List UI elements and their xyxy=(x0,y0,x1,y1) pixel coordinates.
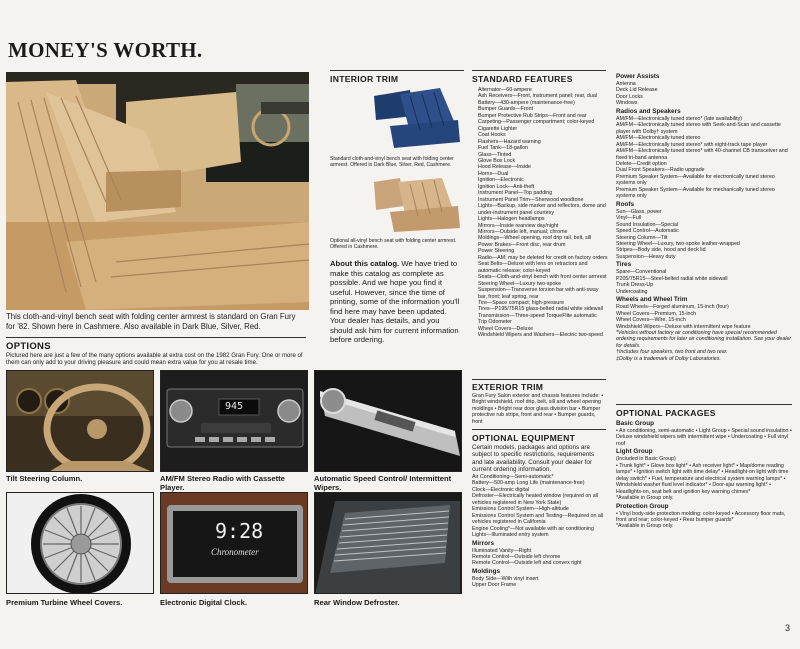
page-title: MONEY'S WORTH. xyxy=(8,38,203,62)
standard-feature-item: Mirrors—Inside rearview day/night xyxy=(478,222,559,229)
molding-item: Upper Door Frame xyxy=(472,582,517,589)
optional-packages-heading: OPTIONAL PACKAGES xyxy=(616,408,716,418)
radio-item: Dual Front Speakers—Radio upgrade xyxy=(616,167,705,174)
standard-feature-item: Glove Box Lock xyxy=(478,157,516,164)
optional-packages-list xyxy=(616,419,792,530)
footnote: *Vehicles without factory air conditioning have special recommended ordering requirements for later air conditioning installation. See your dealer for details. xyxy=(616,329,792,349)
power-assist-item: Antenna xyxy=(616,81,636,87)
vinyl-seat-caption: Optional all-vinyl bench seat with folding center armrest. Offered in Cashmere. xyxy=(330,238,457,251)
standard-feature-item: Ash Receivers—Front, instrument panel; rear, dual xyxy=(478,93,597,100)
mirror-item: Remote Control—Outside left and convex right xyxy=(472,560,582,567)
radio-item: Premium Speaker System—Available for electronically tuned stereo systems only xyxy=(616,173,775,187)
roof-item: Sun—Glass, power xyxy=(616,208,662,215)
tire-item: Trunk Dress-Up xyxy=(616,282,654,289)
light-group-item: (Included in Basic Group) xyxy=(616,456,676,463)
footnote: ‡Dolby is a trademark of Dolby Laboratories. xyxy=(616,355,721,362)
wheel-item: Windshield Wipers—Deluxe with intermittent wipe feature xyxy=(616,323,751,330)
rear-defroster-photo xyxy=(314,492,462,594)
exterior-trim-heading: EXTERIOR TRIM xyxy=(472,382,544,392)
options-intro: Pictured here are just a few of the many options available at extra cost on the 1982 Gran Fury. One or more of them can only add to your driving pleasure and could mean extra value for you at resale time. xyxy=(6,352,303,367)
optional-equipment-item: Defroster—Electrically heated window (required on all vehicles registered in New York State) xyxy=(472,493,599,506)
mirror-item: Remote Control—Outside left chrome xyxy=(472,553,561,560)
light-group-subheading: Light Group xyxy=(616,448,653,456)
optional-equipment-rule xyxy=(472,429,606,430)
exterior-trim-rule xyxy=(472,379,606,380)
standard-feature-item: Power Brakes—Front disc, rear drum xyxy=(478,241,566,248)
radio-display: 945 xyxy=(225,401,244,412)
power-assists-subheading: Power Assists xyxy=(616,73,660,80)
light-group-item: *Available in Group only. xyxy=(616,495,674,502)
standard-feature-item: Wheel Covers—Deluxe xyxy=(478,325,534,332)
interior-trim-heading: INTERIOR TRIM xyxy=(330,74,399,84)
tilt-steering-caption: Tilt Steering Column. xyxy=(6,474,83,483)
standard-feature-item: Bumper Guards—Front xyxy=(478,106,534,113)
standard-feature-item: Horns—Dual xyxy=(478,170,509,177)
standard-feature-item: Tires—P195/75R15 glass-belted radial white sidewall xyxy=(478,306,603,313)
standard-feature-item: Transmission—Three-speed TorqueFlite automatic xyxy=(478,312,597,319)
optional-equipment-intro: Certain models, packages and options are subject to specific restrictions, requirements and late availability. Consult your dealer for current ordering information. xyxy=(472,444,595,474)
standard-feature-item: Windshield Wipers and Washers—Electric two-speed xyxy=(478,332,603,339)
standard-feature-item: Ignition—Electronic xyxy=(478,177,524,184)
optional-equipment-item: Engine Cooling*—Not available with air conditioning xyxy=(472,525,594,532)
standard-feature-item: Lights—Halogen headlamps xyxy=(478,216,545,223)
standard-feature-item: Power Steering xyxy=(478,248,515,255)
roof-item: Vinyl—Full xyxy=(616,215,642,222)
radio-item: AM/FM—Electronically tuned stereo with Seek-and-Scan and cassette player with Dolby† system xyxy=(616,122,781,135)
roofs-subheading: Roofs xyxy=(616,200,635,208)
standard-feature-item: Trip Odometer xyxy=(478,319,512,326)
radio-item: AM/FM—Electronically tuned stereo* (late availability) xyxy=(616,115,742,122)
standard-features-rule xyxy=(472,70,606,71)
page-number: 3 xyxy=(784,623,790,633)
standard-feature-item: Coat Hooks xyxy=(478,132,506,139)
optional-packages-rule xyxy=(616,404,792,405)
wheel-item: Wheel Covers—Premium, 15-inch xyxy=(616,310,697,317)
digital-clock-caption: Electronic Digital Clock. xyxy=(160,598,247,607)
optional-equipment-item: Emissions Control System and Testing—Required on all vehicles registered in California xyxy=(472,512,604,526)
standard-feature-item: Hood Release—Inside xyxy=(478,164,531,171)
standard-feature-item: Ignition Lock—Anti-theft xyxy=(478,183,535,190)
about-text: We have tried to make this catalog as complete as possible. And we hope you find it useful. However, since the time of printing, some of the information you'll find here may have been updated. Your dealer has details, and you should ask him for current information before ordering. xyxy=(330,259,460,344)
options-rule xyxy=(6,337,306,338)
radio-item: AM/FM—Electronically tuned stereo* with 40-channel CB transceiver and fixed tri-band antenna xyxy=(616,148,788,161)
radio-item: Delete—Credit option xyxy=(616,160,667,167)
optional-equipment-item: Clock—Electronic digital xyxy=(472,486,530,493)
wheel-covers-caption: Premium Turbine Wheel Covers. xyxy=(6,598,123,607)
power-assist-item: Deck Lid Release xyxy=(616,87,658,94)
clock-brand: Chronometer xyxy=(211,547,259,557)
misc-option-item: Stripes—Body side, hood and deck lid xyxy=(616,247,706,254)
power-assist-item: Windows xyxy=(616,100,638,107)
standard-feature-item: Battery—430-ampere (maintenance-free) xyxy=(478,99,575,106)
standard-feature-item: Moldings—Wheel opening, roof drip rail, belt, sill xyxy=(478,235,592,242)
power-assist-item: Door Locks xyxy=(616,93,643,100)
mirrors-subheading: Mirrors xyxy=(472,539,495,547)
standard-feature-item: Instrument Panel Trim—Sherwood woodtone xyxy=(478,196,584,203)
cloth-seat-photo xyxy=(370,86,462,152)
wheel-covers-photo xyxy=(6,492,154,594)
tires-subheading: Tires xyxy=(616,261,632,269)
misc-option-item: Sound Insulation—Special xyxy=(616,221,679,228)
about-catalog xyxy=(330,259,464,345)
speed-control-photo xyxy=(314,370,462,472)
footnote: †Includes four speakers, two front and two rear. xyxy=(616,349,728,356)
optional-equipment-item: Battery—500-amp Long Life (maintenance-free) xyxy=(472,480,585,487)
digital-clock-photo xyxy=(160,492,308,594)
wheel-item: Road Wheels—Forged aluminum, 15-inch (four) xyxy=(616,304,729,311)
misc-option-item: Steering Wheel—Luxury, two-spoke leather-wrapped xyxy=(616,240,740,247)
optional-equipment-item: Air Conditioning—Semi-automatic* xyxy=(472,474,554,480)
molding-item: Body Side—With vinyl insert xyxy=(472,575,539,582)
standard-feature-item: Bumper Protective Rub Strips—Front and rear xyxy=(478,112,587,119)
radio-item: AM/FM—Electronically tuned stereo xyxy=(616,135,701,142)
tire-item: P205/75R15—Steel-belted radial white sidewall xyxy=(616,275,728,282)
optional-equipment-heading: OPTIONAL EQUIPMENT xyxy=(472,433,576,443)
main-interior-photo xyxy=(6,72,309,310)
standard-feature-item: Carpeting—Passenger compartment; color-keyed xyxy=(478,119,595,126)
stereo-radio-photo xyxy=(160,370,308,472)
optional-equipment-item: Emissions Control System—High-altitude xyxy=(472,506,569,513)
tire-item: Spare—Conventional xyxy=(616,269,667,276)
standard-feature-item: Steering Wheel—Luxury two-spoke xyxy=(478,280,562,287)
standard-features-heading: STANDARD FEATURES xyxy=(472,74,573,84)
basic-group-item: • Air conditioning, semi-automatic • Light Group • Special sound insulation • Deluxe windshield wipers with intermittent wipe • Undercoating • Full vinyl roof xyxy=(616,428,792,447)
standard-feature-item: Radio—AM; may be deleted for credit on factory orders xyxy=(478,254,608,261)
about-lead: About this catalog. xyxy=(330,259,400,268)
speed-control-caption: Automatic Speed Control/ Intermittent Wipers. xyxy=(314,474,452,492)
standard-feature-item: Seats—Cloth-and-vinyl bench with front center armrest xyxy=(478,274,607,281)
misc-option-item: Steering Column—Tilt xyxy=(616,234,668,241)
protection-group-subheading: Protection Group xyxy=(616,502,669,510)
moldings-subheading: Moldings xyxy=(472,567,501,575)
clock-display: 9:28 xyxy=(215,519,264,543)
options-heading: OPTIONS xyxy=(6,341,51,352)
cloth-seat-caption: Standard cloth-and-vinyl bench seat with folding center armrest. Offered in Dark Blue, Silver, Red, Cashmere. xyxy=(330,156,454,169)
standard-feature-item: Flashers—Hazard warning xyxy=(478,138,541,145)
optional-equipment-list xyxy=(472,474,606,589)
standard-feature-item: Instrument Panel—Top padding xyxy=(478,190,553,197)
tire-item: Undercoating xyxy=(616,288,648,295)
basic-group-subheading: Basic Group xyxy=(616,420,654,427)
standard-feature-item: Alternator—60-ampere xyxy=(478,87,532,93)
standard-feature-item: Tire—Space compact; high-pressure xyxy=(478,299,565,306)
standard-features-list xyxy=(478,87,608,339)
radios-subheading: Radios and Speakers xyxy=(616,107,681,115)
right-column-options xyxy=(616,72,792,362)
radio-item: Premium Speaker System—Available for mechanically tuned stereo systems only xyxy=(616,186,775,200)
wheel-item: Wheel Covers—Wire, 15-inch xyxy=(616,317,686,324)
stereo-radio-caption: AM/FM Stereo Radio with Cassette Player. xyxy=(160,474,285,492)
standard-feature-item: Seat Belts—Deluxe with lens on retractors and automatic release; color-keyed xyxy=(478,261,588,274)
misc-option-item: Speed Control—Automatic xyxy=(616,228,679,235)
standard-feature-item: Mirrors—Outside left, manual; chrome xyxy=(478,228,568,235)
standard-feature-item: Fuel Tank—18-gallon xyxy=(478,145,528,152)
tilt-steering-photo xyxy=(6,370,154,472)
misc-option-item: Suspension—Heavy duty xyxy=(616,253,676,260)
protection-group-item: • Vinyl body-side protection molding; color-keyed • Accessory floor mats, front and rear; color-keyed • Rear bumper guards* xyxy=(616,510,786,523)
radio-item: AM/FM—Electronically tuned stereo* with eight-track tape player xyxy=(616,141,768,148)
main-photo-caption: This cloth-and-vinyl bench seat with folding center armrest is standard on Gran Fury for '82. Shown here in Cashmere. Also available in Dark Blue, Silver, Red. xyxy=(6,312,296,331)
mirror-item: Illuminated Vanity—Right xyxy=(472,547,532,554)
standard-feature-item: Cigarette Lighter xyxy=(478,125,518,132)
optional-equipment-item: Lights—Illuminated entry system xyxy=(472,532,549,539)
standard-feature-item: Suspension—Transverse torsion bar with anti-sway bar, front; leaf spring, rear xyxy=(478,287,599,300)
wheels-subheading: Wheels and Wheel Trim xyxy=(616,296,688,304)
rear-defroster-caption: Rear Window Defroster. xyxy=(314,598,400,607)
light-group-item: • Trunk light* • Glove box light* • Ash receiver light* • Map/dome reading lamps* • Ignition switch light with time delay* • Headlight-on light with time delay switch* • Fuel, temperature and electrical system warning lamps* • Windshield washer fluid level indicator* • Door-ajar warning light* • Headlights-on, seat belt and ignition key warning chimes* xyxy=(616,462,789,495)
interior-trim-rule xyxy=(330,70,464,71)
vinyl-seat-photo xyxy=(370,176,462,234)
exterior-trim-text: Gran Fury Salon exterior and chassis features include: • Bright windshield, roof drip, belt, sill and wheel opening moldings • Bright rear door glass division bar • Bumper protective rub strips, front and rear • Bumper guards, front xyxy=(472,393,604,425)
standard-feature-item: Lights—Backup, side marker and reflectors, dome and under-instrument panel courtesy xyxy=(478,203,606,216)
standard-feature-item: Glass—Tinted xyxy=(478,151,512,158)
protection-group-item: *Available in Group only. xyxy=(616,523,674,530)
